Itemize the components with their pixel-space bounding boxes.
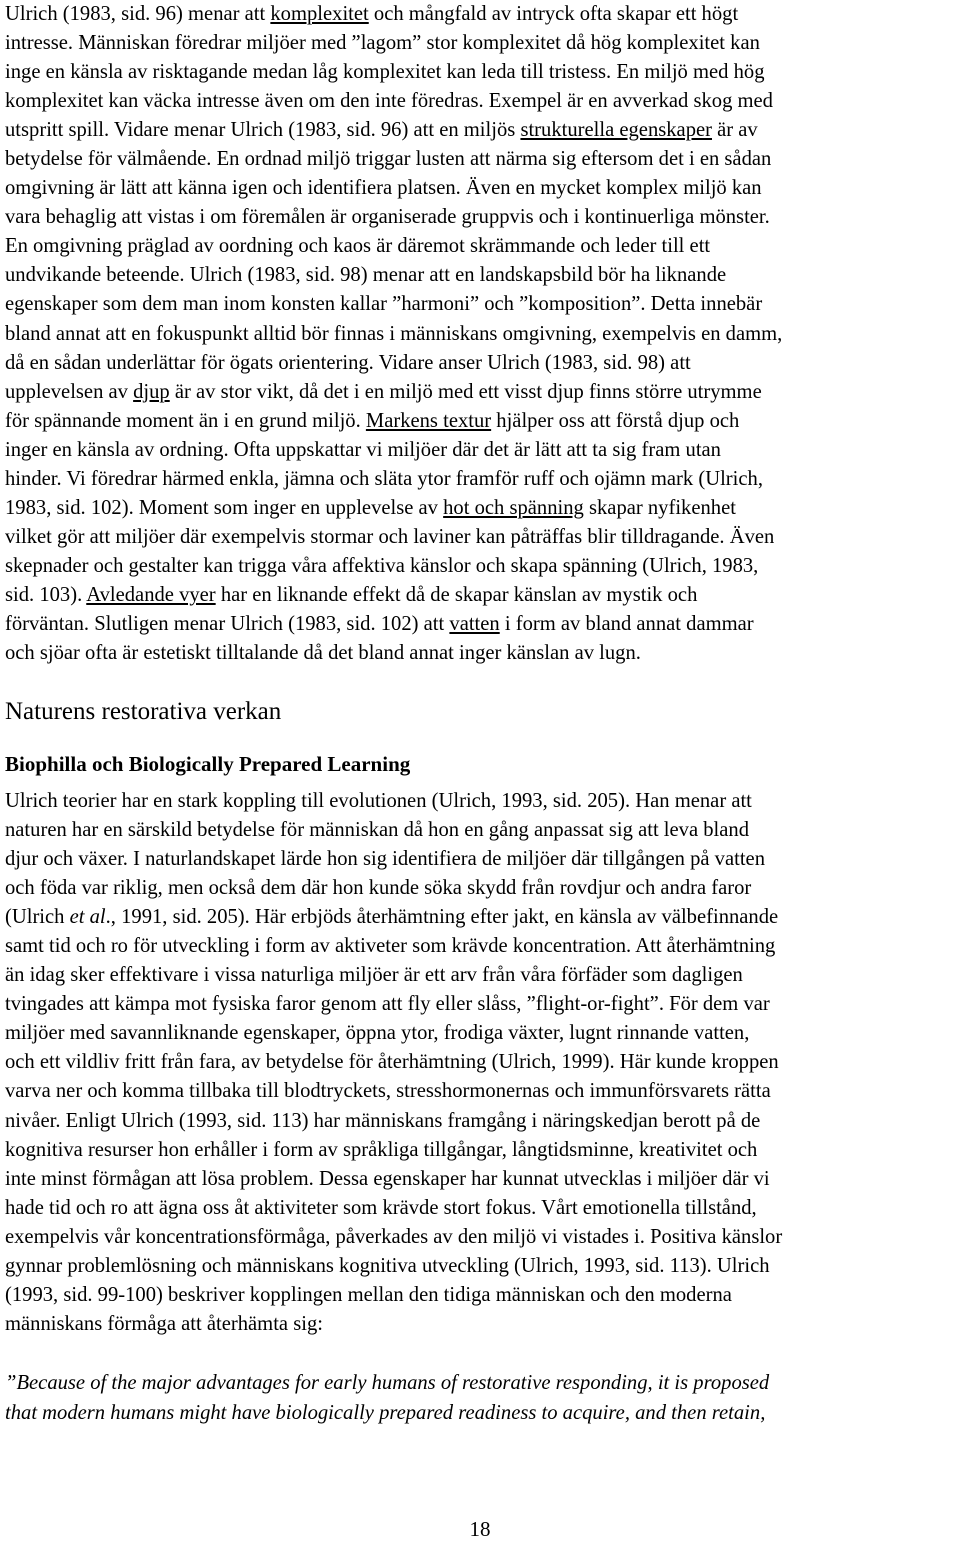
text-line: än idag sker effektivare i vissa naturliga miljöer är ett arv från våra förfäder som dagligen bbox=[5, 964, 743, 987]
text-line: hinder. Vi föredrar härmed enkla, jämna och släta ytor framför ruff och ojämn mark (Ulrich, bbox=[5, 467, 763, 490]
text-line: intresse. Människan föredrar miljöer med ”lagom” stor komplexitet då hög komplexitet kan bbox=[5, 32, 760, 55]
text-line: vara behaglig att vistas i om föremålen är organiserade gruppvis och i kontinuerliga mönster. bbox=[5, 206, 770, 229]
text-line: undvikande beteende. Ulrich (1983, sid. 98) menar att en landskapsbild bör ha liknande bbox=[5, 264, 727, 287]
text-line: bland annat att en fokuspunkt alltid bör finnas i människans omgivning, exempelvis en damm, bbox=[5, 322, 783, 345]
body-paragraph-komplexitet bbox=[5, 0, 955, 668]
underlined-term: vatten bbox=[449, 612, 500, 635]
underlined-term: djup bbox=[133, 380, 170, 403]
text-line: inger en känsla av ordning. Ofta uppskattar vi miljöer där det är lätt att ta sig fram utan bbox=[5, 438, 721, 461]
text-line: för spännande moment än i en grund miljö. Markens textur hjälper oss att förstå djup och bbox=[5, 409, 740, 432]
text-line: människans förmåga att återhämta sig: bbox=[5, 1312, 323, 1335]
text-line: varva ner och komma tillbaka till blodtryckets, stresshormonernas och immunförsvarets rätta bbox=[5, 1080, 771, 1103]
text-line: egenskaper som dem man inom konsten kallar ”harmoni” och ”komposition”. Detta innebär bbox=[5, 293, 763, 316]
page-number: 18 bbox=[469, 1517, 491, 1541]
text-line: vilket gör att miljöer där exempelvis stormar och laviner kan påträffas blir tilldragande. Även bbox=[5, 525, 775, 548]
text-line: inge en känsla av risktagande medan låg komplexitet kan leda till tristess. En miljö med hög bbox=[5, 61, 765, 84]
text-line: och föda var riklig, men också dem där hon kunde söka skydd från rovdjur och andra faror bbox=[5, 877, 752, 900]
text-line: kognitiva resurser hon erhåller i form av språkliga tillgångar, långtidsminne, kreativitet och bbox=[5, 1138, 758, 1161]
text-line: djur och växer. I naturlandskapet lärde hon sig identifiera de miljöer där tillgången på vatten bbox=[5, 848, 765, 871]
text-line: komplexitet kan väcka intresse även om den inte föredras. Exempel är en avverkad skog med bbox=[5, 90, 773, 113]
section-heading: Naturens restorativa verkan bbox=[5, 698, 282, 725]
text-line: inte minst förmågan att lösa problem. Dessa egenskaper har kunnat utvecklas i miljöer där vi bbox=[5, 1167, 770, 1190]
text-line: tvingades att kämpa mot fysiska faror genom att fly eller slåss, ”flight-or-fight”. För dem var bbox=[5, 993, 770, 1016]
text-line: En omgivning präglad av oordning och kaos är däremot skrämmande och leder till ett bbox=[5, 235, 711, 258]
block-quote bbox=[5, 1368, 955, 1428]
underlined-term: Avledande vyer bbox=[86, 583, 216, 606]
subsection-heading: Biophilla och Biologically Prepared Learning bbox=[5, 752, 411, 776]
text-line: miljöer med savannliknande egenskaper, öppna ytor, frodiga växter, lugnt rinnande vatten, bbox=[5, 1022, 750, 1045]
text-line: Ulrich (1983, sid. 96) menar att komplexitet och mångfald av intryck ofta skapar ett högt bbox=[5, 3, 739, 25]
text-line: ”Because of the major advantages for early humans of restorative responding, it is proposed bbox=[5, 1372, 770, 1394]
text-line: hade tid och ro att ägna oss åt aktiviteter som krävde stort fokus. Vårt emotionella tillstånd, bbox=[5, 1196, 757, 1219]
text-line: och sjöar ofta är estetiskt tilltalande då det bland annat inger känslan av lugn. bbox=[5, 642, 641, 665]
text-line: då en sådan underlättar för ögats orientering. Vidare anser Ulrich (1983, sid. 98) att bbox=[5, 351, 691, 374]
text-line: (1993, sid. 99-100) beskriver kopplingen mellan den tidiga människan och den moderna bbox=[5, 1283, 732, 1306]
text-line: samt tid och ro för utveckling i form av aktiveter som krävde koncentration. Att återhämtning bbox=[5, 935, 776, 958]
text-line: utspritt spill. Vidare menar Ulrich (1983, sid. 96) att en miljös strukturella egenskaper är av bbox=[5, 119, 758, 142]
italic-term: et al bbox=[69, 906, 106, 929]
underlined-term: Markens textur bbox=[365, 409, 492, 432]
text-line: 1983, sid. 102). Moment som inger en upplevelse av hot och spänning skapar nyfikenhet bbox=[5, 496, 736, 519]
text-line: exempelvis vår koncentrationsförmåga, påverkades av den miljö vi vistades i. Positiva känslor bbox=[5, 1225, 783, 1248]
underlined-term: strukturella egenskaper bbox=[520, 119, 712, 142]
body-paragraph-evolution bbox=[5, 787, 955, 1339]
text-line: gynnar problemlösning och människans kognitiva utveckling (Ulrich, 1993, sid. 113). Ulrich bbox=[5, 1254, 770, 1277]
text-line: nivåer. Enligt Ulrich (1993, sid. 113) har människans framgång i näringskedjan berott på de bbox=[5, 1109, 761, 1132]
text-line: upplevelsen av djup är av stor vikt, då det i en miljö med ett visst djup finns större utrymme bbox=[5, 380, 762, 403]
text-line: naturen har en särskild betydelse för människan då hon en gång anpassat sig att leva bland bbox=[5, 819, 750, 842]
text-line: that modern humans might have biologically prepared readiness to acquire, and then retain, bbox=[5, 1402, 766, 1424]
text-line: Ulrich teorier har en stark koppling till evolutionen (Ulrich, 1993, sid. 205). Han menar att bbox=[5, 790, 752, 812]
underlined-term: hot och spänning bbox=[443, 496, 584, 519]
text-line: och ett vildliv fritt från fara, av betydelse för återhämtning (Ulrich, 1999). Här kunde kroppen bbox=[5, 1051, 779, 1074]
text-line: förväntan. Slutligen menar Ulrich (1983, sid. 102) att vatten i form av bland annat dammar bbox=[5, 612, 754, 635]
text-line: betydelse för välmående. En ordnad miljö triggar lusten att närma sig eftersom det i en sådan bbox=[5, 148, 772, 171]
text-line: sid. 103). Avledande vyer har en liknande effekt då de skapar känslan av mystik och bbox=[5, 583, 698, 606]
text-line: omgivning är lätt att känna igen och identifiera platsen. Även en mycket komplex miljö kan bbox=[5, 177, 762, 200]
text-line: skepnader och gestalter kan trigga våra affektiva känslor och skapa spänning (Ulrich, 1983, bbox=[5, 554, 759, 577]
underlined-term: komplexitet bbox=[270, 3, 369, 25]
text-line: (Ulrich et al., 1991, sid. 205). Här erbjöds återhämtning efter jakt, en känsla av välbefinnande bbox=[5, 906, 779, 929]
